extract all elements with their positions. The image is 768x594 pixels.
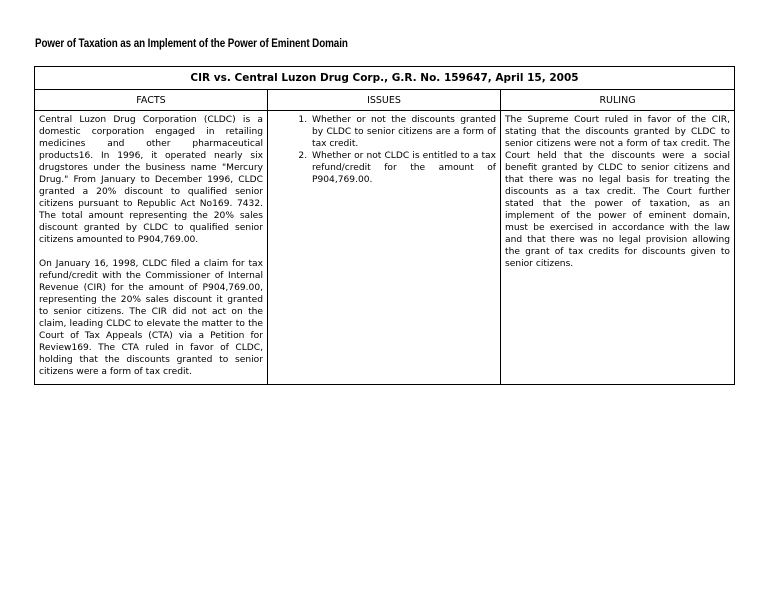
case-heading-row bbox=[35, 67, 735, 90]
issue-item: 1. Whether or not the discounts granted by CLDC to senior citizens are a form of tax credit. bbox=[310, 114, 496, 150]
issue-item: 2. Whether or not CLDC is entitled to a tax refund/credit for the amount of P904,769.00. bbox=[310, 150, 496, 186]
case-digest-table bbox=[34, 66, 735, 385]
ruling-cell bbox=[501, 111, 735, 385]
document-title: Power of Taxation as an Implement of the Power of Eminent Domain bbox=[35, 36, 348, 50]
issues-list bbox=[272, 114, 496, 186]
ruling-column-header: RULING bbox=[501, 90, 735, 111]
ruling-paragraph: The Supreme Court ruled in favor of the CIR, stating that the discounts granted by CLDC to senior citizens were not a form of tax credit. The Court held that the discounts were a social benefit granted by CLDC to senior citizens and that there was no legal basis for treating the discounts as a tax credit. The Court further stated that the power of taxation, as an implement of the power of eminent domain, must be exercised in accordance with the law and that there was no legal provision allowing the grant of tax credits for discounts given to senior citizens. bbox=[505, 115, 730, 269]
column-header-row bbox=[35, 90, 735, 111]
case-content-row bbox=[35, 111, 735, 385]
issues-column-header: ISSUES bbox=[268, 90, 501, 111]
issues-cell bbox=[268, 111, 501, 385]
facts-paragraph: On January 16, 1998, CLDC filed a claim for tax refund/credit with the Commissioner of Internal Revenue (CIR) for the amount of P904,769.00, representing the 20% sales discount it granted to senior citizens. The CIR did not act on the claim, leading CLDC to elevate the matter to the Court of Tax Appeals (CTA) via a Petition for Review169. The CTA ruled in favor of CLDC, holding that the discounts granted to senior citizens were a form of tax credit. bbox=[39, 259, 263, 377]
facts-cell bbox=[35, 111, 268, 385]
case-heading: CIR vs. Central Luzon Drug Corp., G.R. No. 159647, April 15, 2005 bbox=[35, 67, 735, 90]
facts-column-header: FACTS bbox=[35, 90, 268, 111]
facts-paragraph: Central Luzon Drug Corporation (CLDC) is a domestic corporation engaged in retailing medicines and other pharmaceutical products16. In 1996, it operated nearly six drugstores under the business name "Mercury Drug." From January to December 1996, CLDC granted a 20% discount to qualified senior citizens pursuant to Republic Act No169. 7432. The total amount representing the 20% sales discount granted by CLDC to qualified senior citizens amounted to P904,769.00. bbox=[39, 115, 263, 245]
